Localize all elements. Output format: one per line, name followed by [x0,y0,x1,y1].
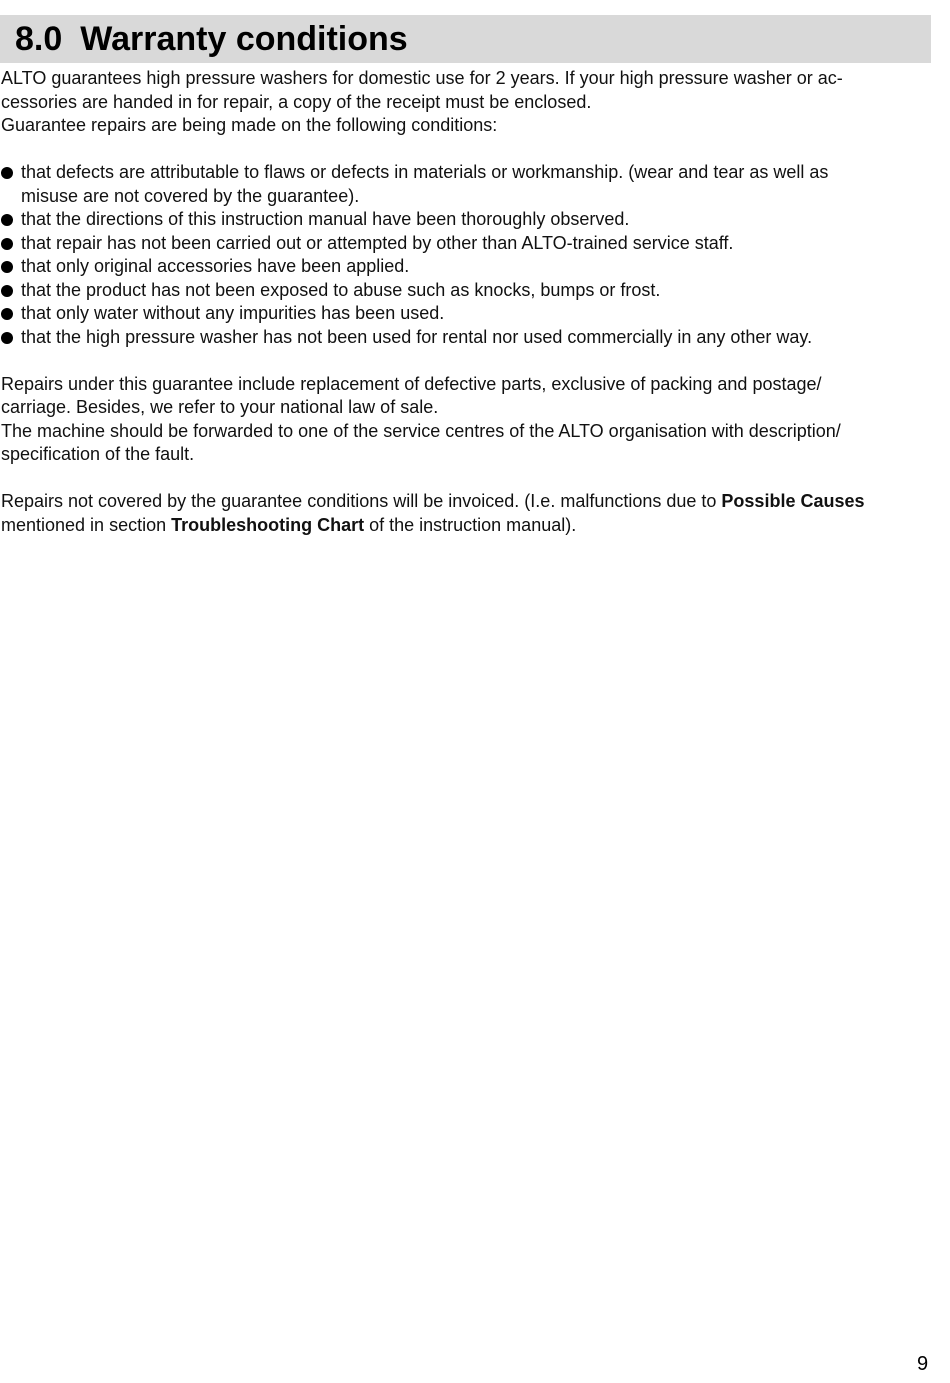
condition-text: that the directions of this instruction manual have been thoroughly observed. [21,209,630,229]
spacer [1,349,929,373]
bullet-icon [1,261,13,273]
bullet-icon [1,214,13,226]
intro-line-3: Guarantee repairs are being made on the following conditions: [1,115,498,135]
spacer [1,467,929,491]
invoiced-paragraph [1,490,929,537]
condition-text: that the high pressure washer has not been used for rental nor used commercially in any other way. [21,326,813,347]
possible-causes-reference: Possible Causes [721,491,865,511]
bullet-icon [1,308,13,320]
condition-item [1,208,929,232]
invoiced-text-before: Repairs not covered by the guarantee conditions will be invoiced. (I.e. malfunctions due to [1,491,722,511]
warranty-content [1,67,929,537]
intro-paragraph [1,67,929,138]
section-title-text: Warranty conditions [80,20,408,58]
condition-text: that the product has not been exposed to abuse such as knocks, bumps or frost. [21,279,661,300]
condition-item [1,232,929,256]
condition-text: that only original accessories have been applied. [21,256,410,276]
page-number: 9 [917,1353,929,1375]
condition-text: that repair has not been carried out or attempted by other than ALTO-trained service staff. [21,232,734,253]
invoiced-text-middle: mentioned in section [1,514,172,535]
condition-item [1,302,929,326]
intro-line-1: ALTO guarantees high pressure washers for domestic use for 2 years. If your high pressure washer or ac- [1,68,843,88]
condition-item [1,161,929,208]
intro-line-2: cessories are handed in for repair, a copy of the receipt must be enclosed. [1,91,592,112]
troubleshooting-chart-reference: Troubleshooting Chart [171,514,365,535]
condition-text: that defects are attributable to flaws or defects in materials or workmanship. (wear and tear as well as [21,162,829,182]
invoiced-text-after: of the instruction manual). [364,514,577,535]
repairs-line-3: The machine should be forwarded to one of the service centres of the ALTO organisation with description/ [1,420,841,441]
bullet-icon [1,332,13,344]
repairs-line-2: carriage. Besides, we refer to your national law of sale. [1,397,439,417]
condition-item [1,279,929,303]
condition-text-continued: misuse are not covered by the guarantee). [21,185,360,206]
condition-text: that only water without any impurities has been used. [21,303,445,323]
bullet-icon [1,167,13,179]
repairs-line-1: Repairs under this guarantee include replacement of defective parts, exclusive of packing and postage/ [1,373,822,394]
conditions-list [1,161,929,349]
section-number: 8.0 [15,20,63,58]
condition-item [1,326,929,350]
bullet-icon [1,238,13,250]
section-title [15,18,408,60]
repairs-line-4: specification of the fault. [1,444,195,464]
condition-item [1,255,929,279]
spacer [1,138,929,162]
bullet-icon [1,285,13,297]
repairs-paragraph [1,373,929,467]
section-heading-bar [0,15,931,63]
